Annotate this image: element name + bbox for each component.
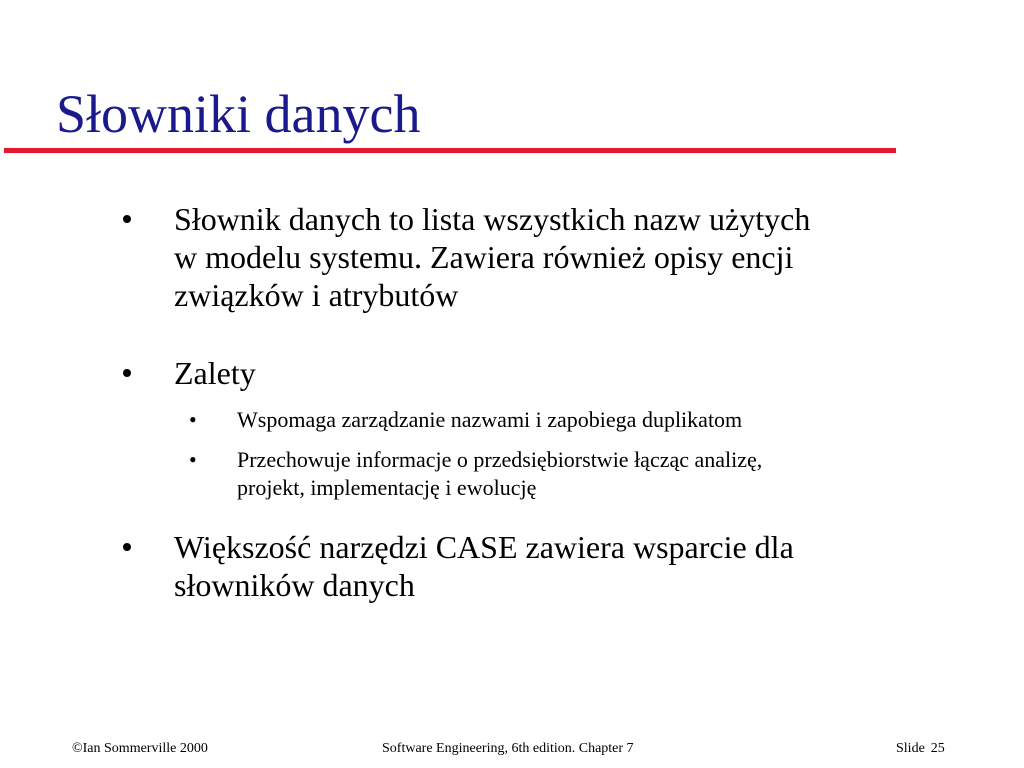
sub-bullet-text-line: Wspomaga zarządzanie nazwami i zapobiega duplikatom xyxy=(237,407,743,432)
sub-bullet-dot-icon: • xyxy=(189,447,197,472)
slide-label: Slide xyxy=(896,741,925,756)
slide-number: 25 xyxy=(930,741,945,756)
sub-bullet-text-line: Przechowuje informacje o przedsiębiorstwie łącząc analizę, xyxy=(237,447,763,472)
bullet-item xyxy=(174,528,994,604)
sub-bullet-item xyxy=(189,446,957,502)
bullet-text-line: słowników danych xyxy=(174,567,415,603)
bullet-item xyxy=(174,354,994,392)
footer-slide-number xyxy=(896,740,945,758)
bullet-text-line: w modelu systemu. Zawiera również opisy encji xyxy=(174,239,794,275)
footer-copyright: ©Ian Sommerville 2000 xyxy=(72,741,208,756)
bullet-text-line: Słownik danych to lista wszystkich nazw użytych xyxy=(174,201,811,237)
footer-book-title: Software Engineering, 6th edition. Chapter 7 xyxy=(382,741,634,756)
sub-bullet-item xyxy=(189,406,957,434)
bullet-text-line: Zalety xyxy=(174,355,256,391)
bullet-dot-icon xyxy=(123,354,131,392)
slide-title: Słowniki danych xyxy=(56,84,421,144)
sub-bullet-text-line: projekt, implementację i ewolucję xyxy=(237,475,537,500)
bullet-item xyxy=(174,200,994,314)
bullet-dot-icon xyxy=(123,528,131,566)
sub-bullet-dot-icon: • xyxy=(189,407,197,432)
bullet-text-line: Większość narzędzi CASE zawiera wsparcie dla xyxy=(174,529,794,565)
bullet-dot-icon xyxy=(123,200,131,238)
bullet-text-line: związków i atrybutów xyxy=(174,277,459,313)
title-underline xyxy=(4,148,896,153)
